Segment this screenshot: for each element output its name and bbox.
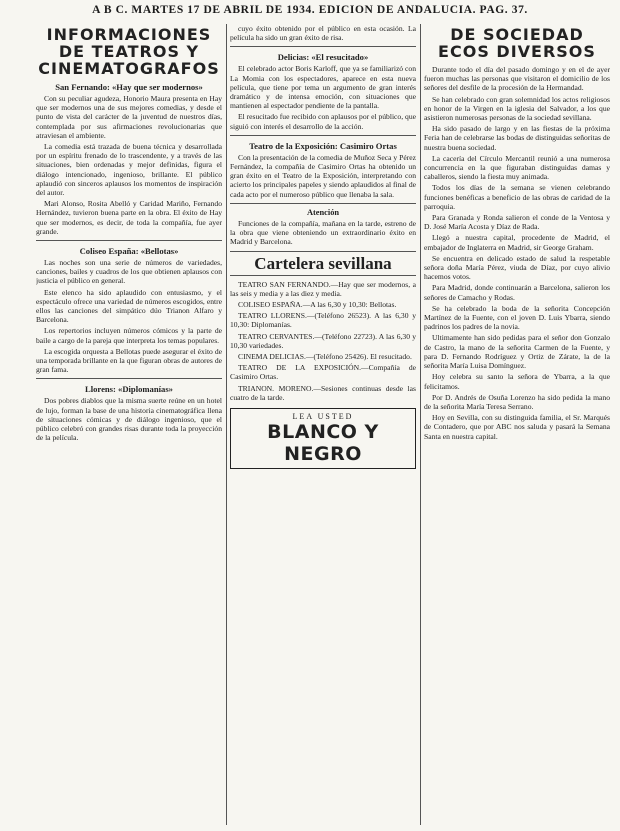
article-paragraph: Para Madrid, donde continuarán a Barcelona, salieron los señores de Camacho y Rodas. [424, 283, 610, 302]
listing-entry: COLISEO ESPAÑA.—A las 6,30 y 10,30: Bellotas. [238, 300, 397, 310]
listing-entry: TEATRO DE LA EXPOSICIÓN.—Compañía de Casimiro Ortas. [230, 363, 416, 382]
article-paragraph: Llegó a nuestra capital, procedente de Madrid, el embajador de Inglaterra en Madrid, sir George Graham. [424, 233, 610, 252]
article-paragraph: Se han celebrado con gran solemnidad los actos religiosos en honor de la Virgen en la iglesia del Salvador, a los que asistieron numerosas personas de la sociedad sevillana. [424, 94, 610, 123]
article-heading: Coliseo España: «Bellotas» [79, 246, 179, 257]
article-paragraph: La escogida orquesta a Bellotas puede asegurar el éxito de una temporada brillante en la que figuran obras de autores de gran fama. [36, 346, 222, 375]
article-paragraph: Ultimamente han sido pedidas para el señor don Gonzalo de Castro, la mano de la señorita Carmen de la Fuente, y para D. Fernando Rodríguez y Ortiz de Zárate, la de la señorita María Luisa Domínguez. [424, 333, 610, 371]
article-heading: Teatro de la Exposición: Casimiro Ortas [249, 140, 397, 151]
article-paragraph: Este elenco ha sido aplaudido con entusiasmo, y el espectáculo ofrece una variedad de números escogidos, entre ellos las canciones del simpático dúo Trianon Alfaro y Barcelona. [36, 287, 222, 325]
article-paragraph: Dos pobres diablos que la misma suerte reúne en un hotel de lujo, forman la base de una historia cinematográfica llena de situaciones cómicas y de diálogo ingenioso, que el público celebró con grandes risas durante toda la proyección de la película. [36, 396, 222, 443]
article-paragraph: Durante todo el día del pasado domingo y en el de ayer fueron muchas las personas que visitaron el domicilio de los señores del desfile de la procesión de la Hermandad. [424, 65, 610, 93]
advertisement-box [230, 408, 416, 469]
article-paragraph: Se ha celebrado la boda de la señorita Concepción Martínez de la Fuente, con el joven D. Luis Ybarra, siendo padrinos los padres de la novia. [424, 303, 610, 332]
cartelera-title: Cartelera sevillana [230, 251, 416, 276]
article-paragraph: Mari Alonso, Rosita Abelló y Caridad Mariño, Fernando Hernández, tuvieron buena parte en la obra. El éxito de Hay que ser modernos, es decir, de toda la compañía, fue ayer grande. [36, 199, 222, 236]
running-head: A B C. MARTES 17 DE ABRIL DE 1934. EDICION DE ANDALUCIA. PAG. 37. [92, 4, 528, 16]
column-right [424, 24, 610, 825]
divider [36, 240, 222, 241]
column-rule [420, 24, 421, 825]
listing-entry: CINEMA DELICIAS.—(Teléfono 25426). El resucitado. [238, 352, 412, 362]
article-paragraph: El resucitado fue recibido con aplausos por el público, que siguió con interés el desarrollo de la acción. [230, 112, 416, 131]
article-paragraph: Los repertorios incluyen números cómicos y la parte de baile a cargo de la pareja que interpreta los temas populares. [36, 326, 222, 345]
article-paragraph: cuyo éxito obtenido por el público en esta ocasión. La película ha sido un gran éxito de risa. [230, 24, 416, 43]
listing-entry: TEATRO SAN FERNANDO.—Hay que ser modernos, a las seis y media y a las diez y media. [230, 279, 416, 298]
article-paragraph: Con la presentación de la comedia de Muñoz Seca y Pérez Fernández, la compañía de Casimiro Ortas ha obtenido un gran éxito en el Teatro de la Exposición, interpretando con acierto los principales papeles y siendo aplaudidos al final de cada acto por el numeroso público que llenaba la sala. [230, 152, 416, 199]
column-middle [230, 24, 416, 825]
article-paragraph: Para Granada y Ronda salieron el conde de la Ventosa y D. José María Acosta y Díaz de Rada. [424, 213, 610, 232]
listing-entry: TEATRO LLORENS.—(Teléfono 26523). A las 6,30 y 10,30: Diplomanías. [230, 311, 416, 330]
article-heading: Delicias: «El resucitado» [277, 52, 369, 63]
ad-title: BLANCO Y NEGRO [267, 421, 379, 466]
article-paragraph: Con su peculiar agudeza, Honorio Maura presenta en Hay que ser modernos una de sus mejores comedias, y desde el punto de vista del carácter de la juventud de nuestros días, contemplada por sus afirmaciones revolucionarias que atraviesan el ambiente. [36, 94, 222, 140]
divider [230, 135, 416, 136]
article-paragraph: Ha sido pasado de largo y en las fiestas de la próxima Feria han de celebrarse las bodas de distinguidas señoritas de nuestra buena sociedad. [424, 124, 610, 152]
divider [36, 378, 222, 379]
article-paragraph: Por D. Andrés de Osuña Lorenzo ha sido pedida la mano de la señorita María Teresa Serrano. [424, 392, 610, 411]
article-paragraph: Hoy celebra su santo la señora de Ybarra, a la que felicitamos. [424, 372, 610, 391]
article-heading: Llorens: «Diplomanías» [85, 384, 173, 395]
divider [230, 203, 416, 204]
section-title: INFORMACIONES DE TEATROS Y CINEMATOGRAFOS [38, 25, 220, 78]
article-paragraph: La cacería del Círculo Mercantil reunió a una numerosa concurrencia en la que figuraban distinguidas damas y caballeros, siendo la fiesta muy animada. [424, 153, 610, 182]
column-left [36, 24, 222, 825]
article-paragraph: Se encuentra en delicado estado de salud la respetable señora doña María Pérez, viuda de Díaz, por cuyo alivio hacemos votos. [424, 253, 610, 282]
notice-paragraph: Funciones de la compañía, mañana en la tarde, estreno de la obra que viene obteniendo un extraordinario éxito en Madrid y Barcelona. [230, 219, 416, 247]
divider [230, 46, 416, 47]
listing-entry: TEATRO CERVANTES.—(Teléfono 22723). A las 6,30 y 10,30 variedades. [230, 331, 416, 350]
column-rule [226, 24, 227, 825]
ad-tagline: LEA USTED [292, 412, 354, 422]
article-paragraph: La comedia está trazada de buena técnica y desarrollada por un espíritu frenado de lo trascendente, y a través de las situaciones, bien ordenadas y mejor definidas, figura el diálogo intencionado, ingenioso, brillante. El público aplaudió con sinceros aplausos los momentos de inspiración del autor. [36, 142, 222, 198]
article-paragraph: Todos los días de la semana se vienen celebrando funciones benéficas a beneficio de las obras de caridad de la parroquia. [424, 183, 610, 211]
article-paragraph: Las noches son una serie de números de variedades, canciones, bailes y cuadros de los que obtienen aplausos con justicia el público en general. [36, 258, 222, 286]
article-paragraph: Hoy en Sevilla, con su distinguida familia, el Sr. Marqués de Contadero, que por ABC nos saluda y pasará la Semana Santa en nuestra capital. [424, 413, 610, 441]
notice-heading: Atención [306, 207, 340, 217]
article-heading: San Fernando: «Hay que ser modernos» [55, 82, 203, 92]
section-title: DE SOCIEDAD ECOS DIVERSOS [438, 25, 596, 61]
listing-entry: TRIANON. MORENO.—Sesiones continuas desde las cuatro de la tarde. [230, 383, 416, 402]
article-paragraph: El celebrado actor Boris Karloff, que ya se familiarizó con La Momia con los espectadores, aparece en esta nueva película, que tiene por tema un argumento de gran interés dramático y de intensa emoción, con situaciones que mantienen al espectador pendiente de la pantalla. [230, 64, 416, 111]
